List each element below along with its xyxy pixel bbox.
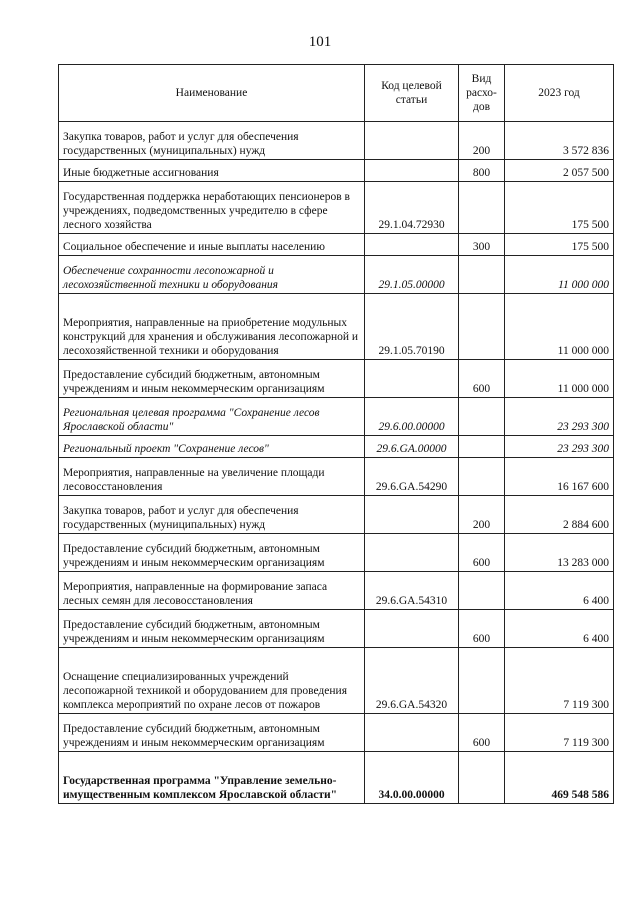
- cell-code: 29.6.GA.54320: [365, 648, 459, 714]
- cell-name: Социальное обеспечение и иные выплаты населению: [59, 234, 365, 256]
- cell-name: Обеспечение сохранности лесопожарной и лесохозяйственной техники и оборудования: [59, 256, 365, 294]
- cell-sum: 469 548 586: [505, 752, 614, 804]
- cell-sum: 23 293 300: [505, 436, 614, 458]
- table-row: [59, 294, 614, 360]
- cell-type: [459, 182, 505, 234]
- cell-code: [365, 160, 459, 182]
- table-row: [59, 122, 614, 160]
- table-row: [59, 752, 614, 804]
- cell-name: Государственная поддержка неработающих пенсионеров в учреждениях, подведомственных учредителю в сфере лесного хозяйства: [59, 182, 365, 234]
- cell-name: Мероприятия, направленные на увеличение площади лесовосстановления: [59, 458, 365, 496]
- table-row: [59, 572, 614, 610]
- cell-sum: 6 400: [505, 610, 614, 648]
- cell-sum: 6 400: [505, 572, 614, 610]
- cell-sum: 2 057 500: [505, 160, 614, 182]
- cell-name: Предоставление субсидий бюджетным, автономным учреждениям и иным некоммерческим организациям: [59, 534, 365, 572]
- cell-sum: 11 000 000: [505, 294, 614, 360]
- cell-sum: 175 500: [505, 234, 614, 256]
- cell-code: [365, 360, 459, 398]
- table-row: [59, 714, 614, 752]
- cell-type: 600: [459, 610, 505, 648]
- table-row: [59, 436, 614, 458]
- cell-sum: 11 000 000: [505, 256, 614, 294]
- table-row: [59, 160, 614, 182]
- table-row: [59, 534, 614, 572]
- cell-name: Региональный проект "Сохранение лесов": [59, 436, 365, 458]
- cell-name: Предоставление субсидий бюджетным, автономным учреждениям и иным некоммерческим организациям: [59, 610, 365, 648]
- cell-type: [459, 458, 505, 496]
- header-type: Вид расхо-дов: [459, 65, 505, 122]
- cell-code: 29.6.GA.54310: [365, 572, 459, 610]
- cell-type: [459, 648, 505, 714]
- cell-name: Закупка товаров, работ и услуг для обеспечения государственных (муниципальных) нужд: [59, 122, 365, 160]
- cell-name: Мероприятия, направленные на приобретение модульных конструкций для хранения и обслуживания лесопожарной и лесохозяйственной техники и оборудования: [59, 294, 365, 360]
- cell-sum: 13 283 000: [505, 534, 614, 572]
- cell-type: 600: [459, 714, 505, 752]
- cell-code: 29.1.05.00000: [365, 256, 459, 294]
- cell-type: [459, 398, 505, 436]
- cell-sum: 7 119 300: [505, 714, 614, 752]
- header-code: Код целевой статьи: [365, 65, 459, 122]
- cell-sum: 23 293 300: [505, 398, 614, 436]
- cell-code: [365, 610, 459, 648]
- cell-name: Мероприятия, направленные на формирование запаса лесных семян для лесовосстановления: [59, 572, 365, 610]
- cell-type: 300: [459, 234, 505, 256]
- cell-sum: 2 884 600: [505, 496, 614, 534]
- table-row: [59, 398, 614, 436]
- cell-code: 29.1.05.70190: [365, 294, 459, 360]
- cell-type: 200: [459, 496, 505, 534]
- cell-code: 29.6.GA.54290: [365, 458, 459, 496]
- cell-name: Оснащение специализированных учреждений лесопожарной техникой и оборудованием для проведения комплекса мероприятий по охране лесов от пожаров: [59, 648, 365, 714]
- cell-name: Государственная программа "Управление земельно-имущественным комплексом Ярославской области": [59, 752, 365, 804]
- cell-sum: 7 119 300: [505, 648, 614, 714]
- table-row: [59, 360, 614, 398]
- cell-code: [365, 714, 459, 752]
- cell-code: [365, 122, 459, 160]
- cell-sum: 3 572 836: [505, 122, 614, 160]
- cell-type: 800: [459, 160, 505, 182]
- cell-name: Закупка товаров, работ и услуг для обеспечения государственных (муниципальных) нужд: [59, 496, 365, 534]
- cell-sum: 16 167 600: [505, 458, 614, 496]
- cell-name: Иные бюджетные ассигнования: [59, 160, 365, 182]
- cell-code: [365, 234, 459, 256]
- cell-code: 29.6.GA.00000: [365, 436, 459, 458]
- cell-code: [365, 496, 459, 534]
- header-name: Наименование: [59, 65, 365, 122]
- page-number: 101: [308, 34, 332, 50]
- cell-type: 600: [459, 534, 505, 572]
- cell-type: [459, 752, 505, 804]
- table-row: [59, 234, 614, 256]
- cell-name: Предоставление субсидий бюджетным, автономным учреждениям и иным некоммерческим организациям: [59, 714, 365, 752]
- cell-type: [459, 256, 505, 294]
- cell-type: [459, 572, 505, 610]
- header-sum: 2023 год: [505, 65, 614, 122]
- cell-sum: 11 000 000: [505, 360, 614, 398]
- cell-code: 29.6.00.00000: [365, 398, 459, 436]
- table-row: [59, 648, 614, 714]
- table-row: [59, 610, 614, 648]
- cell-name: Предоставление субсидий бюджетным, автономным учреждениям и иным некоммерческим организациям: [59, 360, 365, 398]
- cell-code: 29.1.04.72930: [365, 182, 459, 234]
- cell-code: 34.0.00.00000: [365, 752, 459, 804]
- table-row: [59, 182, 614, 234]
- table-row: [59, 496, 614, 534]
- cell-type: 200: [459, 122, 505, 160]
- table-header-row: [59, 65, 614, 122]
- budget-table: [58, 64, 614, 804]
- cell-type: [459, 294, 505, 360]
- table-row: [59, 256, 614, 294]
- cell-code: [365, 534, 459, 572]
- cell-type: 600: [459, 360, 505, 398]
- table-row: [59, 458, 614, 496]
- cell-name: Региональная целевая программа "Сохранение лесов Ярославской области": [59, 398, 365, 436]
- cell-type: [459, 436, 505, 458]
- cell-sum: 175 500: [505, 182, 614, 234]
